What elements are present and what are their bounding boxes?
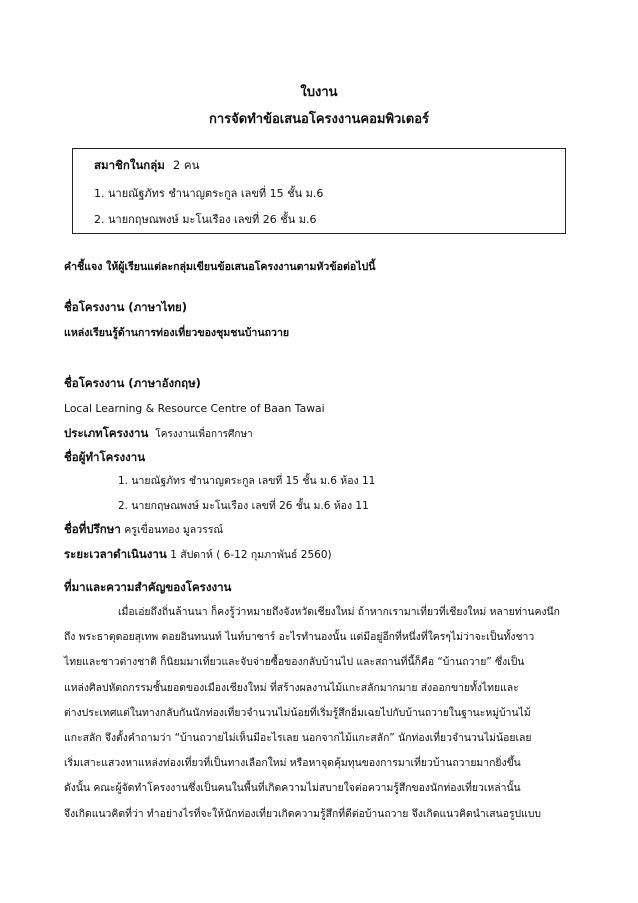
background-heading: ที่มาและความสำคัญของโครงงาน bbox=[64, 580, 232, 594]
advisor-label: ชื่อที่ปรึกษา bbox=[64, 522, 121, 536]
background-line: แหล่งศิลปหัตถกรรมชั้นยอดของเมืองเชียงใหม่ ที่สร้างผลงานไม้แกะสลักมากมาย ส่งออกขายทั้งไทยและ bbox=[64, 681, 519, 694]
member-item: 2. นายกฤษณพงษ์ มะโนเรือง เลขที่ 26 ชั้น ม.6 bbox=[94, 213, 317, 226]
instruction: คำชี้แจง ให้ผู้เรียนแต่ละกลุ่มเขียนข้อเสนอโครงงานตามหัวข้อต่อไปนี้ bbox=[64, 261, 376, 273]
author-item: 1. นายณัฐภัทร ชำนาญตระกูล เลขที่ 15 ชั้น ม.6 ห้อง 11 bbox=[118, 475, 376, 487]
members-count: 2 คน bbox=[172, 158, 200, 172]
project-type-value: โครงงานเพื่อการศึกษา bbox=[155, 429, 253, 440]
page-title: ใบงาน bbox=[300, 85, 338, 100]
advisor bbox=[64, 522, 223, 537]
advisor-value: ครูเขื่อนทอง มูลวรรณ์ bbox=[124, 524, 224, 536]
project-name-en-value: Local Learning & Resource Centre of Baan Tawai bbox=[64, 402, 325, 415]
author-item: 2. นายกฤษณพงษ์ มะโนเรือง เลขที่ 26 ชั้น ม.6 ห้อง 11 bbox=[118, 500, 369, 512]
project-type bbox=[64, 426, 253, 442]
background-line: ไทยและชาวต่างชาติ ก็นิยมมาเที่ยวและจับจ่ายซื้อของกลับบ้านไป และสถานที่นี้ก็คือ “บ้านถวาย” ซึ่งเป็น bbox=[64, 656, 525, 669]
authors-label: ชื่อผู้ทำโครงงาน bbox=[64, 450, 146, 464]
project-name-en-label: ชื่อโครงงาน (ภาษาอังกฤษ) bbox=[64, 376, 201, 390]
background-line: เมื่อเอ่ยถึงถิ่นล้านนา ก็คงรู้ว่าหมายถึงจังหวัดเชียงใหม่ ถ้าหากเรามาเที่ยวที่เชียงใหม่ หลายท่านคงนึก bbox=[118, 606, 560, 618]
background-paragraph bbox=[64, 600, 576, 827]
background-line: เริ่มเสาะแสวงหาแหล่งท่องเที่ยวที่เป็นทางเลือกใหม่ หรือหาจุดคุ้มทุนของการมาเที่ยวบ้านถวายมากยิ่งขึ้น bbox=[64, 757, 521, 770]
background-line: ดังนั้น คณะผู้จัดทำโครงงานซึ่งเป็นคนในพื้นที่เกิดความไม่สบายใจต่อความรู้สึกของนักท่องเที่ยวเหล่านั้น bbox=[64, 782, 521, 795]
background-line: ต่างประเทศแต่ในทางกลับกันนักท่องเที่ยวจำนวนไม่น้อยที่เริ่มรู้สึกอิ่มเฉยไปกับบ้านถวายในฐานะหมู่บ้านไม้ bbox=[64, 706, 531, 719]
duration-value: 1 สัปดาห์ ( 6-12 กุมภาพันธ์ 2560) bbox=[170, 549, 332, 561]
duration-label: ระยะเวลาดำเนินงาน bbox=[64, 547, 167, 561]
members-heading bbox=[94, 158, 199, 172]
project-type-label: ประเภทโครงงาน bbox=[64, 426, 149, 440]
background-line: จึงเกิดแนวคิดที่ว่า ทำอย่างไรที่จะให้นักท่องเที่ยวเกิดความรู้สึกที่ดีต่อบ้านถวาย จึงเกิดแนวคิดนำเสนอรูปแบบ bbox=[64, 807, 542, 820]
background-line: ถึง พระธาตุดอยสุเทพ ดอยอินทนนท์ ไนท์บาซาร์ อะไรทำนองนั้น แต่มีอยู่อีกที่หนึ่งที่ใครๆไม่ว่าจะเป็นทั้งชาว bbox=[64, 631, 535, 644]
members-label: สมาชิกในกลุ่ม bbox=[94, 158, 165, 172]
background-line: แกะสลัก จึงตั้งคำถามว่า “บ้านถวายไม่เห็นมีอะไรเลย นอกจากไม้แกะสลัก” นักท่องเที่ยวจำนวนไม่น้อยเลย bbox=[64, 732, 532, 745]
page-subtitle: การจัดทำข้อเสนอโครงงานคอมพิวเตอร์ bbox=[208, 112, 429, 127]
project-name-th-value: แหล่งเรียนรู้ด้านการท่องเที่ยวของชุมชนบ้านถวาย bbox=[64, 327, 290, 339]
duration bbox=[64, 547, 332, 562]
member-item: 1. นายณัฐภัทร ชำนาญตระกูล เลขที่ 15 ชั้น ม.6 bbox=[94, 187, 324, 200]
project-name-th-label: ชื่อโครงงาน (ภาษาไทย) bbox=[64, 300, 188, 314]
